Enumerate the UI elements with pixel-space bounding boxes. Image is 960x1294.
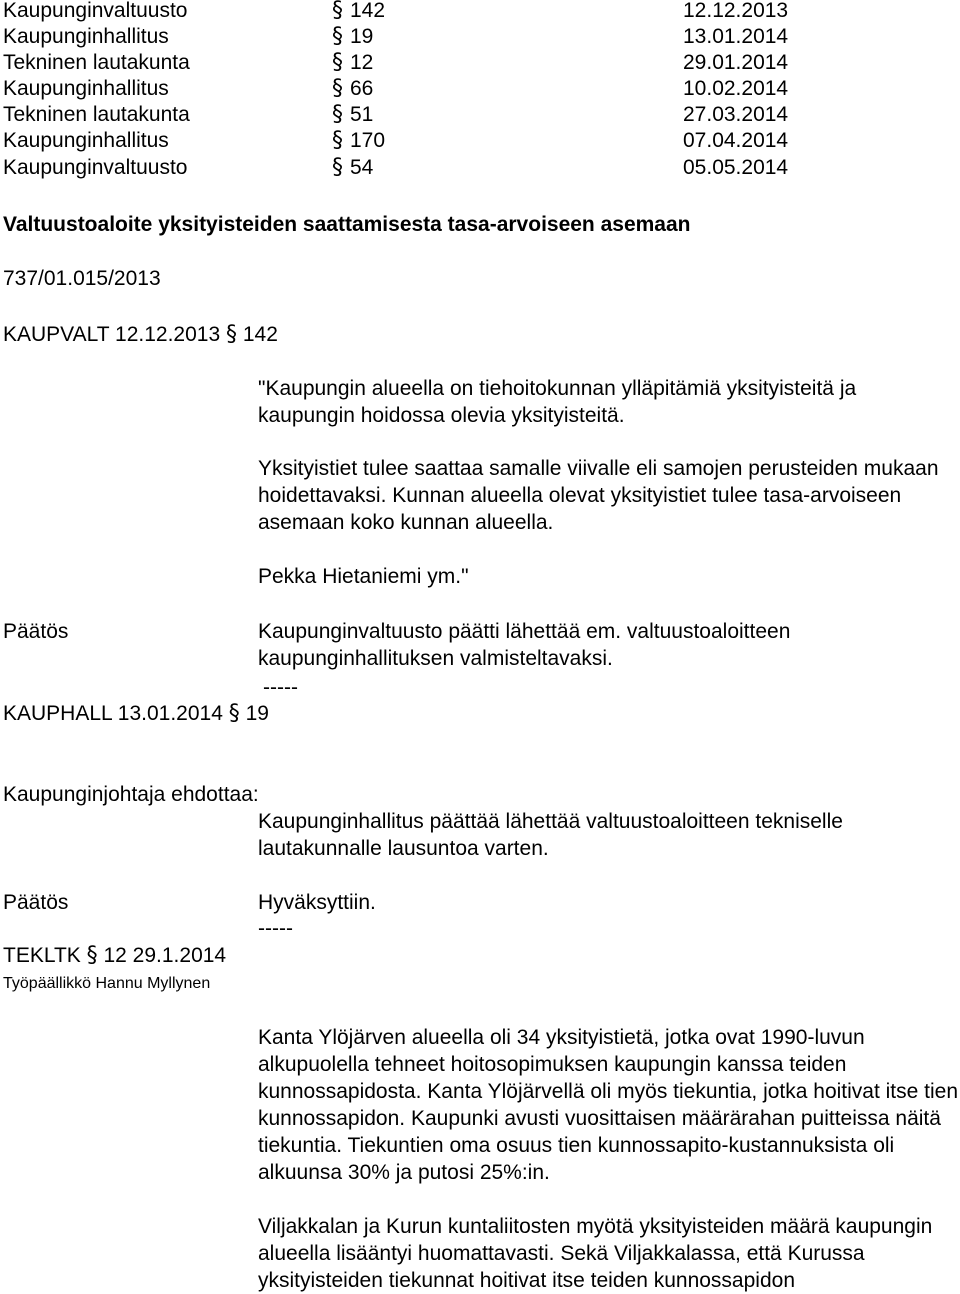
history-number: 142 <box>350 0 386 22</box>
section-icon: § <box>332 50 343 75</box>
decision-label: Päätös <box>3 891 69 914</box>
history-body: Kaupunginhallitus <box>3 129 169 152</box>
kauphall-ref <box>3 700 269 727</box>
tekltk-ref <box>3 942 226 969</box>
history-date: 12.12.2013 <box>683 0 789 22</box>
history-number: 54 <box>350 156 374 179</box>
tekltk-ref-text: TEKLTK <box>3 944 81 967</box>
separator: ----- <box>263 676 298 699</box>
separator: ----- <box>258 917 293 940</box>
section-icon: § <box>228 701 240 726</box>
history-date: 29.01.2014 <box>683 51 789 74</box>
kaupvalt-ref <box>3 321 278 348</box>
body-paragraph: Viljakkalan ja Kurun kuntaliitosten myötä yksityisteiden määrä kaupungin alueella lisääntyi huomattavasti. Sekä Viljakkalassa, että Kurussa yksityisteiden tiekunnat hoitivat itse teiden kunnossapidon <box>258 1215 933 1292</box>
section-icon: § <box>332 128 343 153</box>
initiative-quote-p2: Yksityistiet tulee saattaa samalle viivalle eli samojen perusteiden mukaan hoidettavaksi. Kunnan alueella olevat yksityistiet tulee tasa-arvoiseen asemaan koko kunnan alueella. <box>258 457 939 534</box>
history-body: Kaupunginvaltuusto <box>3 156 188 179</box>
history-date: 10.02.2014 <box>683 77 789 100</box>
section-icon: § <box>332 24 343 49</box>
history-number: 66 <box>350 77 374 100</box>
section-icon: § <box>332 102 343 127</box>
proposer-label: Kaupunginjohtaja ehdottaa: <box>3 783 259 806</box>
kauphall-ref-text: KAUPHALL 13.01.2014 <box>3 702 223 725</box>
kaupvalt-number: 142 <box>242 323 278 346</box>
history-date: 05.05.2014 <box>683 156 789 179</box>
initiative-signature: Pekka Hietaniemi ym." <box>258 565 469 588</box>
decision-label: Päätös <box>3 620 69 643</box>
kauphall-number: 19 <box>245 702 269 725</box>
history-number: 19 <box>350 25 374 48</box>
section-icon: § <box>332 155 343 180</box>
initiative-quote-p1: "Kaupungin alueella on tiehoitokunnan ylläpitämiä yksityisteitä ja kaupungin hoidossa olevia yksityisteitä. <box>258 377 857 427</box>
history-body: Kaupunginhallitus <box>3 77 169 100</box>
section-icon: § <box>332 76 343 101</box>
history-number: 12 <box>350 51 374 74</box>
body-paragraph: Kanta Ylöjärven alueella oli 34 yksityistietä, jotka ovat 1990-luvun alkupuolella tehneet hoitosopimuksen kaupungin kanssa teiden kunnossapidosta. Kanta Ylöjärvellä oli myös tiekuntia, jotka hoitivat itse tien kunnossapidon. Kaupunki avusti vuosittaisen määrärahan puitteissa näitä tiekuntia. Tiekuntien oma osuus tien kunnossapito-kustannuksista oli alkuunsa 30% ja putosi 25%:in. <box>258 1026 959 1184</box>
record-number: 737/01.015/2013 <box>3 267 161 290</box>
tekltk-number: 12 29.1.2014 <box>103 944 227 967</box>
kaupvalt-ref-text: KAUPVALT 12.12.2013 <box>3 323 221 346</box>
decision-text: Hyväksyttiin. <box>258 891 376 914</box>
history-number: 170 <box>350 129 386 152</box>
history-body: Tekninen lautakunta <box>3 51 190 74</box>
history-date: 13.01.2014 <box>683 25 789 48</box>
decision-text: Kaupunginvaltuusto päätti lähettää em. valtuustoaloitteen kaupunginhallituksen valmisteltavaksi. <box>258 620 791 670</box>
page-title: Valtuustoaloite yksityisteiden saattamisesta tasa-arvoiseen asemaan <box>3 213 691 236</box>
history-body: Kaupunginvaltuusto <box>3 0 188 22</box>
proposal-text: Kaupunginhallitus päättää lähettää valtuustoaloitteen tekniselle lautakunnalle lausuntoa varten. <box>258 810 843 860</box>
section-icon: § <box>86 943 98 968</box>
section-icon: § <box>226 322 237 347</box>
history-body: Kaupunginhallitus <box>3 25 169 48</box>
history-date: 07.04.2014 <box>683 129 789 152</box>
history-date: 27.03.2014 <box>683 103 789 126</box>
section-icon: § <box>332 0 343 23</box>
history-number: 51 <box>350 103 374 126</box>
preparer: Työpäällikkö Hannu Myllynen <box>3 975 211 992</box>
history-body: Tekninen lautakunta <box>3 103 190 126</box>
